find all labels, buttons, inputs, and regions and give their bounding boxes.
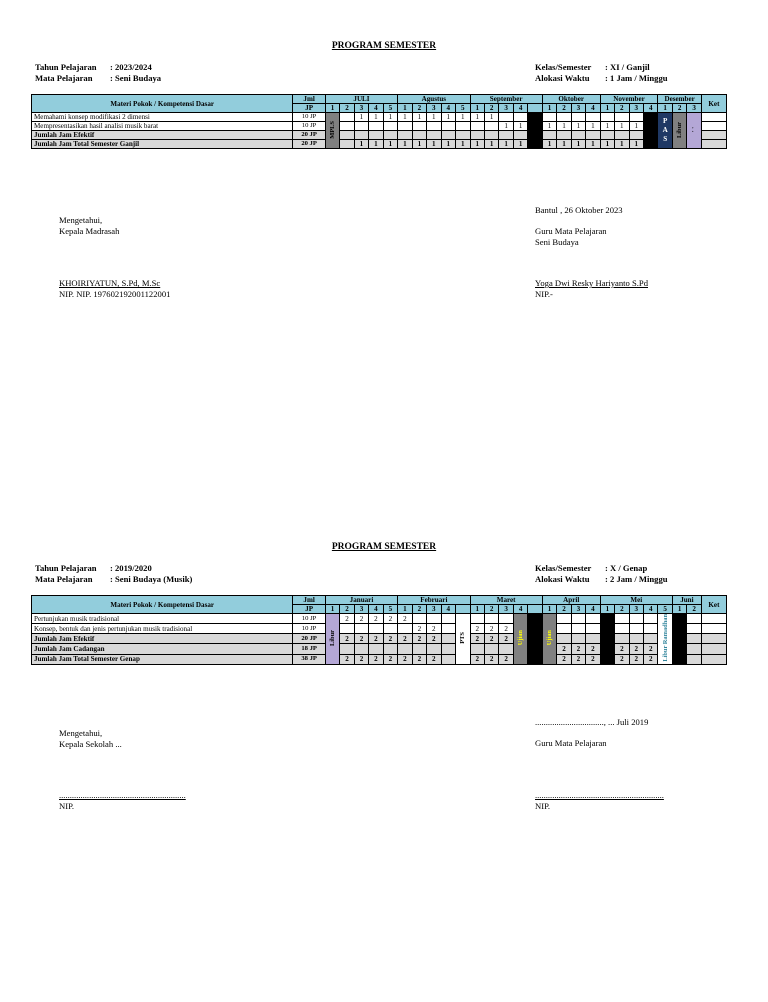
sign-place: Bantul , 26 Oktober 2023: [535, 205, 623, 215]
table-row: Konsep, bentuk dan jenis pertunjukan musik tradisional 10 JP 2 2 2 2 2: [32, 624, 727, 634]
doc2-sign-right: ................................, ... Juli 2019 Guru Mata Pelajaran: [535, 717, 649, 748]
month-november: November: [600, 95, 658, 104]
kelas-value: : XI / Ganjil: [605, 62, 650, 72]
doc1-sign-right: [535, 205, 623, 247]
kelas-label: Kelas/Semester: [535, 62, 592, 72]
month-agustus: Agustus: [398, 95, 470, 104]
doc1-guru-sign: [535, 278, 648, 299]
month-juli: JULI: [325, 95, 397, 104]
table-row: Jumlah Jam Cadangan 18 JP 2 2 2 2 2 2: [32, 644, 727, 654]
col-materi: Materi Pokok / Kompetensi Dasar: [32, 95, 293, 113]
month-januari: Januari: [325, 596, 397, 605]
libur-jan-cell: Libur: [325, 614, 339, 665]
tahun-label: Tahun Pelajaran: [35, 62, 97, 72]
guru-nip: NIP.-: [535, 288, 553, 299]
kepala-label: Kepala Madrasah: [59, 225, 120, 236]
doc1-info-left: [35, 62, 161, 84]
doc1-title: PROGRAM SEMESTER: [331, 41, 437, 51]
doc1-kepala-sign: [59, 278, 170, 299]
guru-name: Yoga Dwi Resky Hariyanto S.Pd: [535, 278, 648, 288]
table-row: Memahami konsep modifikasi 2 dimensi 10 JP MPLS 1 1 1 1 1 1 1 1 1 1 P A S Libur ' ': [32, 113, 727, 122]
tahun-value: : 2023/2024: [110, 62, 152, 72]
alokasi-label: Alokasi Waktu: [535, 73, 590, 83]
guru-sub: Seni Budaya: [535, 236, 579, 247]
month-april: April: [542, 596, 600, 605]
col-jml: Jml: [293, 95, 325, 104]
table-row: Jumlah Jam Efektif 20 JP: [32, 131, 727, 140]
table-row: Jumlah Jam Total Semester Ganjil 20 JP 1 1 1 1 1 1 1 1 1 1 1 1 1 1 1 1 1 1 1: [32, 140, 727, 149]
table-row: Jumlah Jam Total Semester Genap 38 JP 2 2 2 2 2 2 2 2 2 2 2 2 2 2 2 2: [32, 654, 727, 664]
doc2-kepala-sign: ........................................................... NIP.: [59, 790, 186, 811]
doc2-info-left: Tahun Pelajaran : 2019/2020 Mata Pelajaran : Seni Budaya (Musik): [35, 563, 193, 584]
mengetahui: Mengetahui,: [59, 215, 103, 225]
pts-cell: PTS: [455, 614, 470, 665]
table-row: Mempresentasikan hasil analisi musik barat 10 JP 1 1 1 1 1 1 1 1 1: [32, 122, 727, 131]
doc2-sign-left: Mengetahui, Kepala Sekolah ...: [59, 728, 122, 749]
guru-label: Guru Mata Pelajaran: [535, 226, 607, 236]
kepala-name: KHOIRIYATUN, S.Pd, M.Sc: [59, 278, 161, 288]
doc2-schedule-table: Materi Pokok / Kompetensi Dasar Jml Januari Februari Maret April Mei Juni Ket JP 1 2 3 4 5 1 2 3 4 1 2 3 4 1 2 3 4 1 2 3 4 5 1 2 Pertunjukan musik tradisional 10 JP Libur 2 2 2 2 2 PTS Ujian Ujian Libur Ramadhan Konsep, bentuk dan jenis pertunjukan musik tradisional 10 JP 2 2 2 2 2 Jumlah Jam Efektif 20 JP 2 2 2 2 2 2 2 2 2 2 Jumlah Jam Cadangan 18 JP 2 2 2 2 2 2 Jumlah Jam Total Semester Genap 38 JP 2 2 2 2 2 2 2 2 2 2 2 2 2 2 2 2: [31, 595, 727, 665]
doc1-schedule-table: Materi Pokok / Kompetensi Dasar Jml JULI Agustus September Oktober November Desember Ket JP 1 2 3 4 5 1 2 3 4 5 1 2 3 4 1 2 3 4 1 2 3 4 1 2 3 Memahami konsep modifikasi 2 dimensi 10 JP MPLS 1 1 1 1 1 1 1 1 1 1 P A S Libur ' ' Mempresentasikan hasil analisi musik barat 10 JP 1 1 1 1 1 1 1 1 1 Jumlah Jam Efektif 20 JP Jumlah Jam Total Semester Ganjil 20 JP 1 1 1 1 1 1 1 1 1 1 1 1 1 1 1 1 1 1 1: [31, 94, 727, 149]
doc2-title: PROGRAM SEMESTER: [331, 542, 437, 552]
libur2-cell: ' ': [687, 113, 701, 149]
col-ket: Ket: [701, 95, 726, 113]
pas-cell: P A S: [658, 113, 672, 149]
doc2-info-right: Kelas/Semester : X / Genap Alokasi Waktu : 2 Jam / Minggu: [535, 563, 668, 584]
table-row: Jumlah Jam Efektif 20 JP 2 2 2 2 2 2 2 2 2 2: [32, 634, 727, 644]
mapel-value: : Seni Budaya: [110, 73, 162, 83]
month-mei: Mei: [600, 596, 672, 605]
doc1-info-right: [535, 62, 668, 84]
ramadhan-cell: Libur Ramadhan: [658, 614, 672, 665]
doc2-guru-sign: ............................................................ NIP.: [535, 790, 664, 811]
maret-ujian-cell: Ujian: [513, 614, 527, 665]
april-ujian-cell: Ujian: [542, 614, 556, 665]
month-juni: Juni: [672, 596, 701, 605]
month-maret: Maret: [470, 596, 542, 605]
alokasi-value: : 1 Jam / Minggu: [605, 73, 668, 83]
kepala-nip: NIP. NIP. 197602192001122001: [59, 288, 171, 299]
table-row: Pertunjukan musik tradisional 10 JP Libur 2 2 2 2 2 PTS Ujian Ujian Libur Ramadhan: [32, 614, 727, 624]
doc1-sign-left: [59, 215, 119, 236]
libur-cell: Libur: [672, 113, 686, 149]
mapel-label: Mata Pelajaran: [35, 73, 93, 83]
month-oktober: Oktober: [542, 95, 600, 104]
mpls-cell: MPLS: [325, 113, 339, 149]
month-februari: Februari: [398, 596, 470, 605]
month-desember: Desember: [658, 95, 701, 104]
col-jp: JP: [293, 104, 325, 113]
month-september: September: [470, 95, 542, 104]
